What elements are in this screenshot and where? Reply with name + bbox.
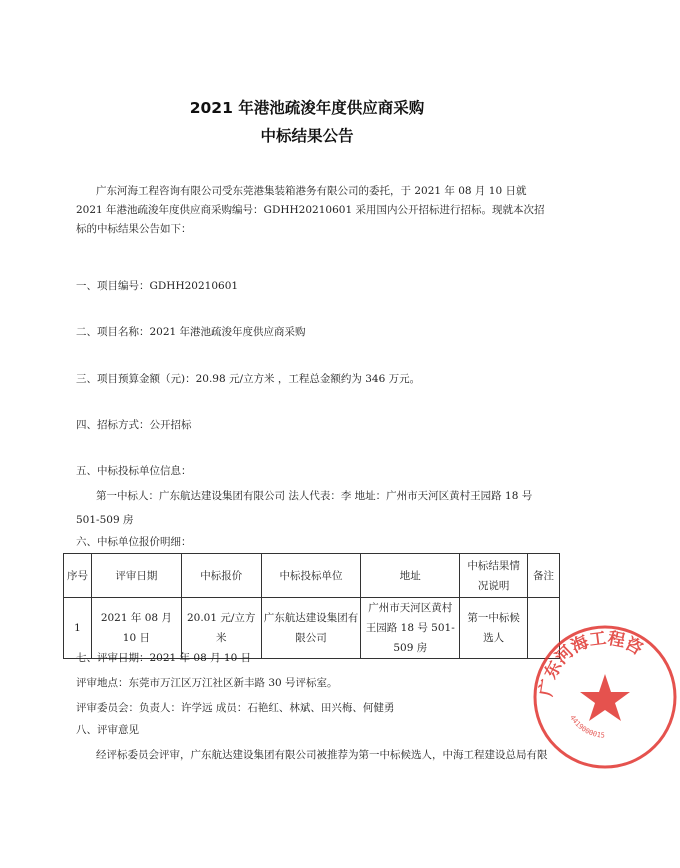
svg-text:广东河海工程咨 — [536, 628, 647, 698]
winner-info-line-2: 501-509 房 — [76, 514, 134, 526]
section-winner-info: 五、中标投标单位信息： — [76, 465, 192, 477]
section-review-date: 七、评审日期：2021 年 08 月 10 日 — [76, 652, 252, 664]
header-cell: 评审日期 — [91, 554, 181, 598]
header-cell: 中标报价 — [181, 554, 261, 598]
table-cell: 广东航达建设集团有限公司 — [261, 598, 361, 659]
review-location: 评审地点：东莞市万江区万江社区新丰路 30 号评标室。 — [76, 677, 338, 689]
header-cell: 序号 — [64, 554, 92, 598]
table-cell: 第一中标候选人 — [460, 598, 528, 659]
header-cell: 中标结果情况说明 — [460, 554, 528, 598]
award-table — [63, 553, 560, 659]
section-budget: 三、项目预算金额（元)：20.98 元/立方米 ，工程总金额约为 346 万元。 — [76, 373, 421, 385]
table-header-row — [64, 554, 560, 598]
table-cell: 20.01 元/立方米 — [181, 598, 261, 659]
section-review-opinion: 八、评审意见 — [76, 724, 139, 736]
header-cell: 中标投标单位 — [261, 554, 361, 598]
review-committee: 评审委员会：负责人：许学远 成员：石艳红、林斌、田兴梅、何健勇 — [76, 702, 395, 714]
section-project-name: 二、项目名称：2021 年港池疏浚年度供应商采购 — [76, 326, 306, 338]
page-title: 2021 年港池疏浚年度供应商采购 — [189, 99, 425, 117]
section-price-detail: 六、中标单位报价明细： — [76, 536, 192, 548]
table-cell: 广州市天河区黄村王园路 18 号 501-509 房 — [361, 598, 460, 659]
section-project-number: 一、项目编号：GDHH20210601 — [76, 280, 239, 292]
intro-paragraph: 广东河海工程咨询有限公司受东莞港集装箱港务有限公司的委托，于 2021 年 08 月 10 日就 2021 年港池疏浚年度供应商采购编号：GDHH20210601 采用国内公开招标进行招标。现就本次招标的中标结果公告如下： — [76, 185, 545, 235]
svg-text:4419000015 — [568, 714, 605, 740]
seal-number: 4419000015 — [568, 713, 606, 740]
header-cell: 备注 — [528, 554, 560, 598]
header-cell: 地址 — [361, 554, 460, 598]
winner-info-line: 第一中标人：广东航达建设集团有限公司 法人代表：李 地址：广州市天河区黄村王园路 18 号 — [96, 490, 533, 502]
review-opinion-text: 经评标委员会评审，广东航达建设集团有限公司被推荐为第一中标候选人，中海工程建设总局有限 — [96, 749, 548, 761]
section-tender-method: 四、招标方式：公开招标 — [76, 419, 192, 431]
company-seal-stamp — [530, 622, 680, 772]
table-cell: 1 — [64, 598, 92, 659]
page-subtitle: 中标结果公告 — [260, 127, 354, 145]
seal-text: 广东河海工程咨 — [536, 628, 646, 698]
table-cell: 2021 年 08 月 10 日 — [91, 598, 181, 659]
